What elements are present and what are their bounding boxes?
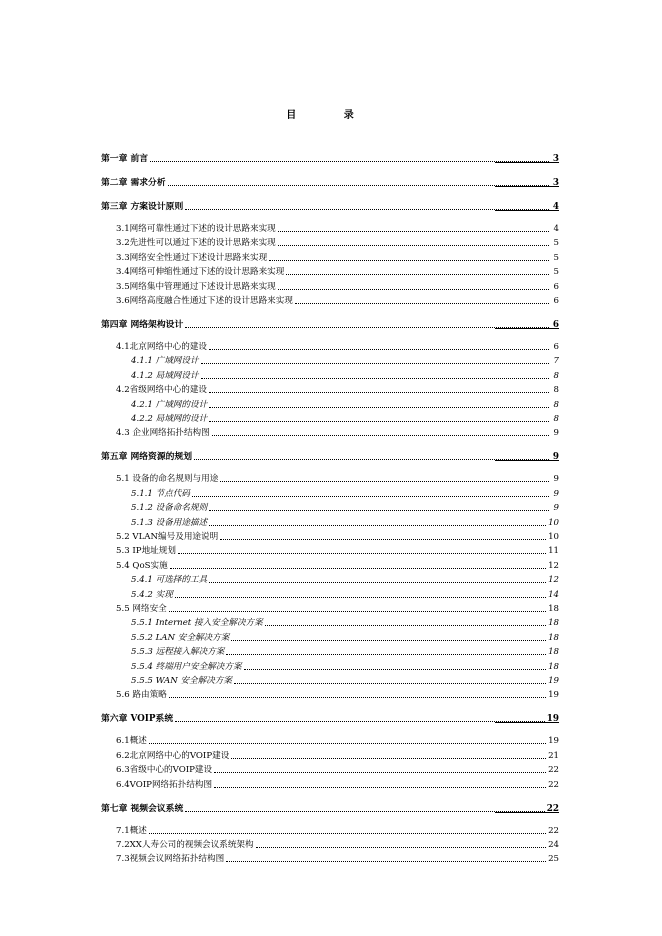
toc-entry[interactable] xyxy=(101,514,559,528)
toc-leader-dots xyxy=(150,160,549,162)
toc-leader-dots xyxy=(269,259,549,261)
toc-page-number: 14 xyxy=(548,589,559,600)
toc-entry[interactable] xyxy=(101,396,559,410)
toc-leader-dots xyxy=(168,184,549,186)
toc-leader-dots xyxy=(149,832,546,834)
toc-entry-title: 6.4VOIP网络拓扑结构图 xyxy=(116,779,213,790)
toc-entry-title: 第三章 方案设计原则 xyxy=(101,202,184,212)
toc-page-number: 9 xyxy=(553,488,559,499)
toc-entry[interactable] xyxy=(101,822,559,836)
toc-leader-dots xyxy=(214,786,546,788)
toc-page-number: 10 xyxy=(548,517,559,528)
toc-entry-title: 6.2北京网络中心的VOIP建设 xyxy=(116,750,230,761)
toc-leader-dots xyxy=(278,288,549,290)
toc-entry[interactable] xyxy=(101,410,559,424)
toc-leader-dots xyxy=(192,495,549,497)
toc-leader-dots xyxy=(209,348,549,350)
toc-leader-dots xyxy=(220,480,549,482)
toc-page-number: 4 xyxy=(553,224,559,234)
toc-leader-dots xyxy=(149,742,546,744)
toc-entry-title: 5.1.2 设备命名规则 xyxy=(131,503,208,514)
toc-entry[interactable] xyxy=(101,263,559,277)
toc-entry-title: 5.5.4 终端用户安全解决方案 xyxy=(131,661,242,672)
toc-leader-dots xyxy=(194,458,549,460)
toc-page-number: 9 xyxy=(553,474,559,485)
toc-page-number: 11 xyxy=(548,546,559,557)
toc-entry[interactable] xyxy=(101,732,559,746)
toc-leader-dots xyxy=(226,653,546,655)
toc-page-number: 22 xyxy=(546,803,559,814)
toc-entry-title: 3.6网络高度融合性通过下述的设计思路来实现 xyxy=(116,296,293,306)
toc-entry[interactable] xyxy=(101,292,559,306)
toc-page-number: 8 xyxy=(553,414,559,424)
toc-leader-dots xyxy=(170,567,546,569)
toc-entry[interactable] xyxy=(101,448,559,462)
toc-entry[interactable] xyxy=(101,586,559,600)
toc-entry[interactable] xyxy=(101,850,559,864)
toc-leader-dots xyxy=(244,668,547,670)
toc-entry[interactable] xyxy=(101,352,559,366)
toc-entry-title: 5.1 设备的命名规则与用途 xyxy=(116,474,219,485)
toc-entry[interactable] xyxy=(101,485,559,499)
toc-page-number: 24 xyxy=(548,840,559,850)
toc-leader-dots xyxy=(185,208,549,210)
toc-entry[interactable] xyxy=(101,220,559,234)
toc-leader-dots xyxy=(295,302,549,304)
toc-entry[interactable] xyxy=(101,776,559,790)
toc-entry[interactable] xyxy=(101,658,559,672)
toc-leader-dots xyxy=(256,846,546,848)
toc-entry-title: 5.5.3 远程接入解决方案 xyxy=(131,647,225,658)
toc-entry[interactable] xyxy=(101,234,559,248)
toc-entry-title: 4.2省级网络中心的建设 xyxy=(116,385,208,396)
toc-page-number: 19 xyxy=(548,676,559,686)
toc-page-number: 4 xyxy=(552,202,559,212)
toc-entry-title: 5.5.1 Internet 接入安全解决方案 xyxy=(131,618,263,629)
toc-entry-title: 5.6 路由策略 xyxy=(116,690,167,701)
toc-entry-title: 第六章 VOIP系统 xyxy=(101,714,174,725)
toc-entry[interactable] xyxy=(101,557,559,571)
toc-entry[interactable] xyxy=(101,338,559,352)
toc-leader-dots xyxy=(231,639,546,641)
toc-entry-title: 5.1.1 节点代码 xyxy=(131,488,190,499)
toc-entry-title: 4.2.1 广域网的设计 xyxy=(131,399,208,410)
toc-entry-title: 6.3省级中心的VOIP建设 xyxy=(116,765,213,776)
toc-page-number: 8 xyxy=(553,399,559,410)
toc-entry-title: 4.1.1 广域网设计 xyxy=(131,356,199,367)
toc-leader-dots xyxy=(226,860,546,862)
toc-entry-title: 4.1.2 局域网设计 xyxy=(131,370,199,381)
toc-leader-dots xyxy=(278,230,549,232)
toc-page-number: 5 xyxy=(553,267,559,278)
toc-entry-title: 3.3网络安全性通过下述设计思路来实现 xyxy=(116,252,268,263)
toc-page-number: 22 xyxy=(548,765,559,776)
toc-entry[interactable] xyxy=(101,470,559,484)
toc-page-number: 8 xyxy=(553,385,559,396)
toc-page-number: 7 xyxy=(553,356,559,367)
toc-page-number: 22 xyxy=(548,779,559,790)
toc-entry[interactable] xyxy=(101,761,559,775)
toc-page-number: 18 xyxy=(548,618,559,629)
toc-entry[interactable] xyxy=(101,249,559,263)
toc-page-number: 18 xyxy=(548,647,559,658)
toc-entry[interactable] xyxy=(101,747,559,761)
toc-title: 目 录 xyxy=(286,110,376,121)
toc-leader-dots xyxy=(220,538,546,540)
toc-entry-title: 第四章 网络架构设计 xyxy=(101,320,184,330)
toc-leader-dots xyxy=(214,771,546,773)
toc-entry[interactable] xyxy=(101,381,559,395)
toc-page-number: 6 xyxy=(553,296,559,306)
toc-entry-title: 4.2.2 局域网的设计 xyxy=(131,414,208,424)
toc-leader-dots xyxy=(201,377,549,379)
toc-entry[interactable] xyxy=(101,367,559,381)
toc-entry-title: 4.1北京网络中心的建设 xyxy=(116,342,208,352)
toc-leader-dots xyxy=(185,326,549,328)
toc-entry-title: 6.1概述 xyxy=(116,736,147,747)
toc-entry[interactable] xyxy=(101,600,559,614)
toc-page-number: 19 xyxy=(548,736,559,747)
toc-leader-dots xyxy=(209,581,546,583)
toc-leader-dots xyxy=(209,420,549,422)
toc-leader-dots xyxy=(234,682,546,684)
toc-entry-title: 5.5 网络安全 xyxy=(116,604,167,614)
toc-entry-title: 第七章 视频会议系统 xyxy=(101,803,184,814)
toc-page-number: 3 xyxy=(552,178,559,188)
toc-entry[interactable] xyxy=(101,316,559,330)
toc-entry[interactable] xyxy=(101,571,559,585)
toc-entry[interactable] xyxy=(101,614,559,628)
toc-leader-dots xyxy=(212,434,549,436)
toc-entry[interactable] xyxy=(101,278,559,292)
toc-page-number: 6 xyxy=(552,320,559,330)
toc-entry-title: 5.5.5 WAN 安全解决方案 xyxy=(131,676,233,686)
toc-entry-title: 5.4.1 可选择的工具 xyxy=(131,575,208,586)
toc-leader-dots xyxy=(209,524,546,526)
toc-entry-title: 7.2XX人寿公司的视频会议系统架构 xyxy=(116,840,254,850)
toc-entry[interactable] xyxy=(101,528,559,542)
toc-leader-dots xyxy=(185,810,545,812)
toc-leader-dots xyxy=(169,696,546,698)
toc-entry[interactable] xyxy=(101,686,559,700)
toc-leader-dots xyxy=(169,610,546,612)
toc-page-number: 12 xyxy=(548,560,559,571)
toc-leader-dots xyxy=(265,624,546,626)
toc-leader-dots xyxy=(209,391,549,393)
toc-page-number: 19 xyxy=(548,690,559,701)
toc-leader-dots xyxy=(209,509,549,511)
toc-page-number: 19 xyxy=(546,714,559,725)
toc-leader-dots xyxy=(286,273,549,275)
toc-entry[interactable] xyxy=(101,710,559,724)
toc-entry-title: 5.4 QoS实施 xyxy=(116,560,168,571)
toc-page-number: 3 xyxy=(552,154,559,164)
toc-page-number: 8 xyxy=(553,370,559,381)
toc-entry-title: 5.5.2 LAN 安全解决方案 xyxy=(131,632,230,643)
toc-entry-title: 3.1网络可靠性通过下述的设计思路来实现 xyxy=(116,224,276,234)
toc-page-number: 9 xyxy=(553,428,559,439)
toc-leader-dots xyxy=(201,362,549,364)
toc-entry-title: 7.1概述 xyxy=(116,825,147,836)
toc-entry[interactable] xyxy=(101,800,559,814)
toc-entry-title: 3.4网络可伸缩性通过下述的设计思路来实现 xyxy=(116,267,285,278)
toc-page-number: 18 xyxy=(548,632,559,643)
toc-entry-title: 3.5网络集中管理通过下述设计思路来实现 xyxy=(116,281,276,292)
toc-page-number: 22 xyxy=(548,825,559,836)
toc-page-number: 18 xyxy=(548,604,559,614)
toc-entry-title: 5.2 VLAN编号及用途说明 xyxy=(116,532,219,542)
toc-page-number: 12 xyxy=(548,575,559,586)
toc-entry-title: 5.4.2 实现 xyxy=(131,589,173,600)
toc-entry-title: 第二章 需求分析 xyxy=(101,178,166,188)
toc-page-number: 6 xyxy=(553,342,559,352)
toc-entry[interactable] xyxy=(101,424,559,438)
toc-entry-title: 5.1.3 设备用途描述 xyxy=(131,517,208,528)
toc-page-number: 9 xyxy=(553,503,559,514)
toc-leader-dots xyxy=(178,552,546,554)
toc-page-number: 18 xyxy=(548,661,559,672)
toc-entry[interactable] xyxy=(101,836,559,850)
toc-entry-title: 5.3 IP地址规划 xyxy=(116,546,176,557)
toc-entry[interactable] xyxy=(101,643,559,657)
toc-leader-dots xyxy=(175,596,546,598)
toc-leader-dots xyxy=(278,244,549,246)
toc-entry-title: 7.3视频会议网络拓扑结构图 xyxy=(116,854,225,865)
toc-leader-dots xyxy=(209,406,549,408)
toc-entry[interactable] xyxy=(101,672,559,686)
toc-entry[interactable] xyxy=(101,499,559,513)
toc-page-number: 25 xyxy=(548,854,559,865)
toc-page-number: 5 xyxy=(553,252,559,263)
toc-page-number: 10 xyxy=(548,532,559,542)
toc-entry[interactable] xyxy=(101,174,559,188)
toc-entry[interactable] xyxy=(101,150,559,164)
toc-entry-title: 4.3 企业网络拓扑结构图 xyxy=(116,428,210,439)
toc-entry-title: 第一章 前言 xyxy=(101,154,149,164)
toc-entry[interactable] xyxy=(101,629,559,643)
toc-entry[interactable] xyxy=(101,198,559,212)
toc-leader-dots xyxy=(175,720,545,722)
toc-leader-dots xyxy=(231,757,546,759)
toc-entry-title: 第五章 网络资源的规划 xyxy=(101,452,193,463)
toc-page-number: 9 xyxy=(552,452,559,463)
toc-page-number: 5 xyxy=(553,238,559,249)
toc-entry-title: 3.2先进性可以通过下述的设计思路来实现 xyxy=(116,238,276,249)
toc-entry[interactable] xyxy=(101,542,559,556)
toc-page-number: 6 xyxy=(553,281,559,292)
toc-page-number: 21 xyxy=(548,750,559,761)
